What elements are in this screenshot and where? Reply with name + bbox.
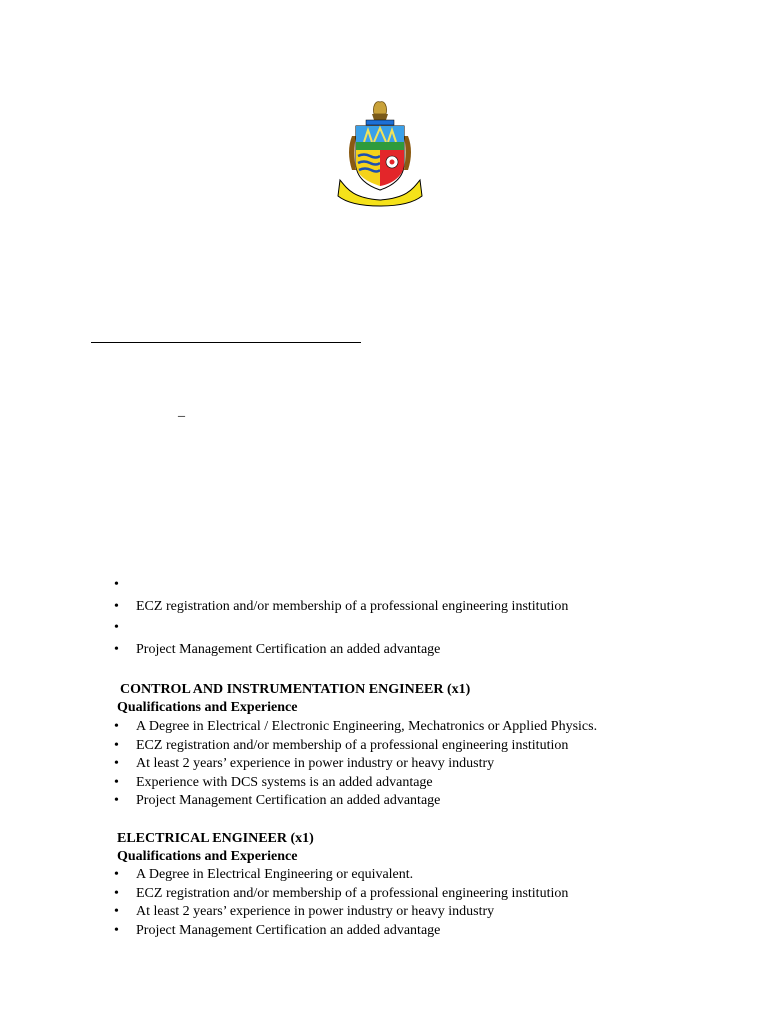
list-item: • Project Management Certification an added advantage: [112, 639, 568, 661]
coat-of-arms-logo: [334, 96, 426, 208]
list-item: [112, 617, 568, 639]
section-subtitle: Qualifications and Experience: [117, 700, 298, 715]
horizontal-divider: [91, 342, 361, 343]
list-item: [112, 574, 568, 596]
list-item: • Project Management Certification an added advantage: [112, 792, 597, 811]
list-item: • Project Management Certification an added advantage: [112, 922, 568, 941]
section-title: ELECTRICAL ENGINEER (x1): [117, 831, 314, 846]
list-item: • A Degree in Electrical / Electronic Engineering, Mechatronics or Applied Physics.: [112, 718, 597, 737]
section-title: CONTROL AND INSTRUMENTATION ENGINEER (x1): [120, 682, 471, 697]
list-item: • ECZ registration and/or membership of a professional engineering institution: [112, 596, 568, 618]
list-item: • A Degree in Electrical Engineering or equivalent.: [112, 866, 568, 885]
underscore-mark: _: [178, 404, 185, 419]
section-bullet-list: [112, 718, 597, 811]
list-item: • ECZ registration and/or membership of a professional engineering institution: [112, 737, 597, 756]
list-item: • Experience with DCS systems is an added advantage: [112, 774, 597, 793]
list-item: • ECZ registration and/or membership of a professional engineering institution: [112, 885, 568, 904]
section-subtitle: Qualifications and Experience: [117, 849, 298, 864]
top-bullet-list: [112, 574, 568, 660]
list-item: • At least 2 years’ experience in power industry or heavy industry: [112, 903, 568, 922]
section-bullet-list: [112, 866, 568, 940]
list-item: • At least 2 years’ experience in power industry or heavy industry: [112, 755, 597, 774]
